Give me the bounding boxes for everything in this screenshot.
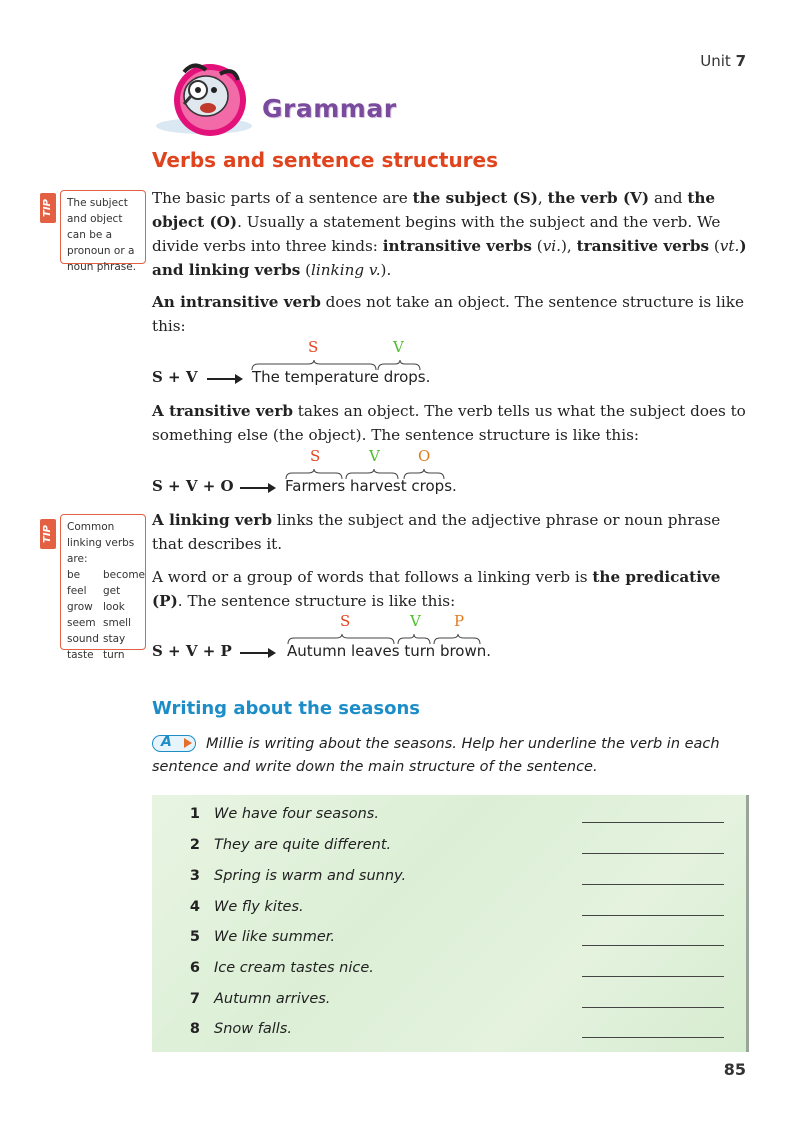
answer-blank[interactable]	[582, 1007, 724, 1008]
exercise-box	[152, 795, 749, 1052]
arrow-icon	[240, 647, 276, 659]
exercise-item: 5 We like summer.	[182, 929, 702, 949]
brace-marks	[284, 469, 454, 481]
label-v: V	[410, 612, 421, 630]
transitive-paragraph: A transitive verb takes an object. The verb tells us what the subject does to something else (the object). The sentence structure is like this:	[152, 402, 746, 444]
heading-verbs-sentence-structures: Verbs and sentence structures	[152, 148, 499, 172]
tip-tag: TIP	[40, 519, 56, 549]
answer-blank[interactable]	[582, 853, 724, 854]
label-v: V	[369, 447, 380, 465]
exercise-item: 2 They are quite different.	[182, 837, 702, 857]
example-intransitive: The temperature drops.	[252, 368, 431, 386]
tip-tag: TIP	[40, 193, 56, 223]
tip-box-linking-verbs: Common linking verbs are: be become feel get grow look seem smell sound stay taste turn	[60, 514, 146, 650]
answer-blank[interactable]	[582, 884, 724, 885]
tip-box-subject: The subject and object can be a pronoun or a noun phrase.	[60, 190, 146, 264]
arrow-icon	[207, 373, 243, 385]
label-s: S	[308, 338, 319, 356]
activity-instruction: Millie is writing about the seasons. Help her underline the verb in each sentence and write down the main structure of the sentence.	[152, 736, 720, 775]
answer-blank[interactable]	[582, 915, 724, 916]
intransitive-paragraph: An intransitive verb does not take an object. The sentence structure is like this:	[152, 293, 744, 335]
exercise-item: 1 We have four seasons.	[182, 806, 702, 826]
formula-s-v-p: S + V + P	[152, 642, 232, 660]
exercise-item: 4 We fly kites.	[182, 899, 702, 919]
exercise-item: 7 Autumn arrives.	[182, 991, 702, 1011]
brace-marks	[250, 360, 430, 372]
answer-blank[interactable]	[582, 1037, 724, 1038]
answer-blank[interactable]	[582, 822, 724, 823]
activity-a-badge: A	[152, 735, 196, 752]
exercise-item: 3 Spring is warm and sunny.	[182, 868, 702, 888]
label-s: S	[340, 612, 351, 630]
grammar-mascot-logo	[154, 56, 254, 138]
brace-marks	[286, 634, 486, 646]
label-s: S	[310, 447, 321, 465]
linking-paragraph: A linking verb links the subject and the adjective phrase or noun phrase that describes it.	[152, 511, 721, 553]
answer-blank[interactable]	[582, 945, 724, 946]
example-linking: Autumn leaves turn brown.	[287, 642, 492, 660]
arrow-icon	[240, 482, 276, 494]
unit-label: Unit 7	[700, 52, 746, 70]
page-number: 85	[723, 1060, 746, 1079]
heading-writing-about-seasons: Writing about the seasons	[152, 698, 420, 719]
formula-s-v: S + V	[152, 368, 198, 386]
exercise-item: 8 Snow falls.	[182, 1021, 702, 1041]
label-o: O	[418, 447, 431, 465]
answer-blank[interactable]	[582, 976, 724, 977]
example-transitive: Farmers harvest crops.	[285, 477, 457, 495]
section-title-grammar: Grammar	[262, 94, 397, 123]
predicative-paragraph: A word or a group of words that follows a linking verb is the predicative (P). The sentence structure is like this:	[152, 568, 721, 610]
intro-paragraph: The basic parts of a sentence are the subject (S), the verb (V) and the object (O). Usually a statement begins with the subject and the verb. We divide verbs into three kinds: intransitive verbs (vi.), transitive verbs (vt.) and linking verbs (linking v.).	[152, 189, 747, 279]
label-v: V	[393, 338, 404, 356]
label-p: P	[454, 612, 465, 630]
exercise-item: 6 Ice cream tastes nice.	[182, 960, 702, 980]
linking-verbs-list: be become feel get grow look seem smell sound stay taste turn	[67, 569, 146, 661]
formula-s-v-o: S + V + O	[152, 477, 234, 495]
